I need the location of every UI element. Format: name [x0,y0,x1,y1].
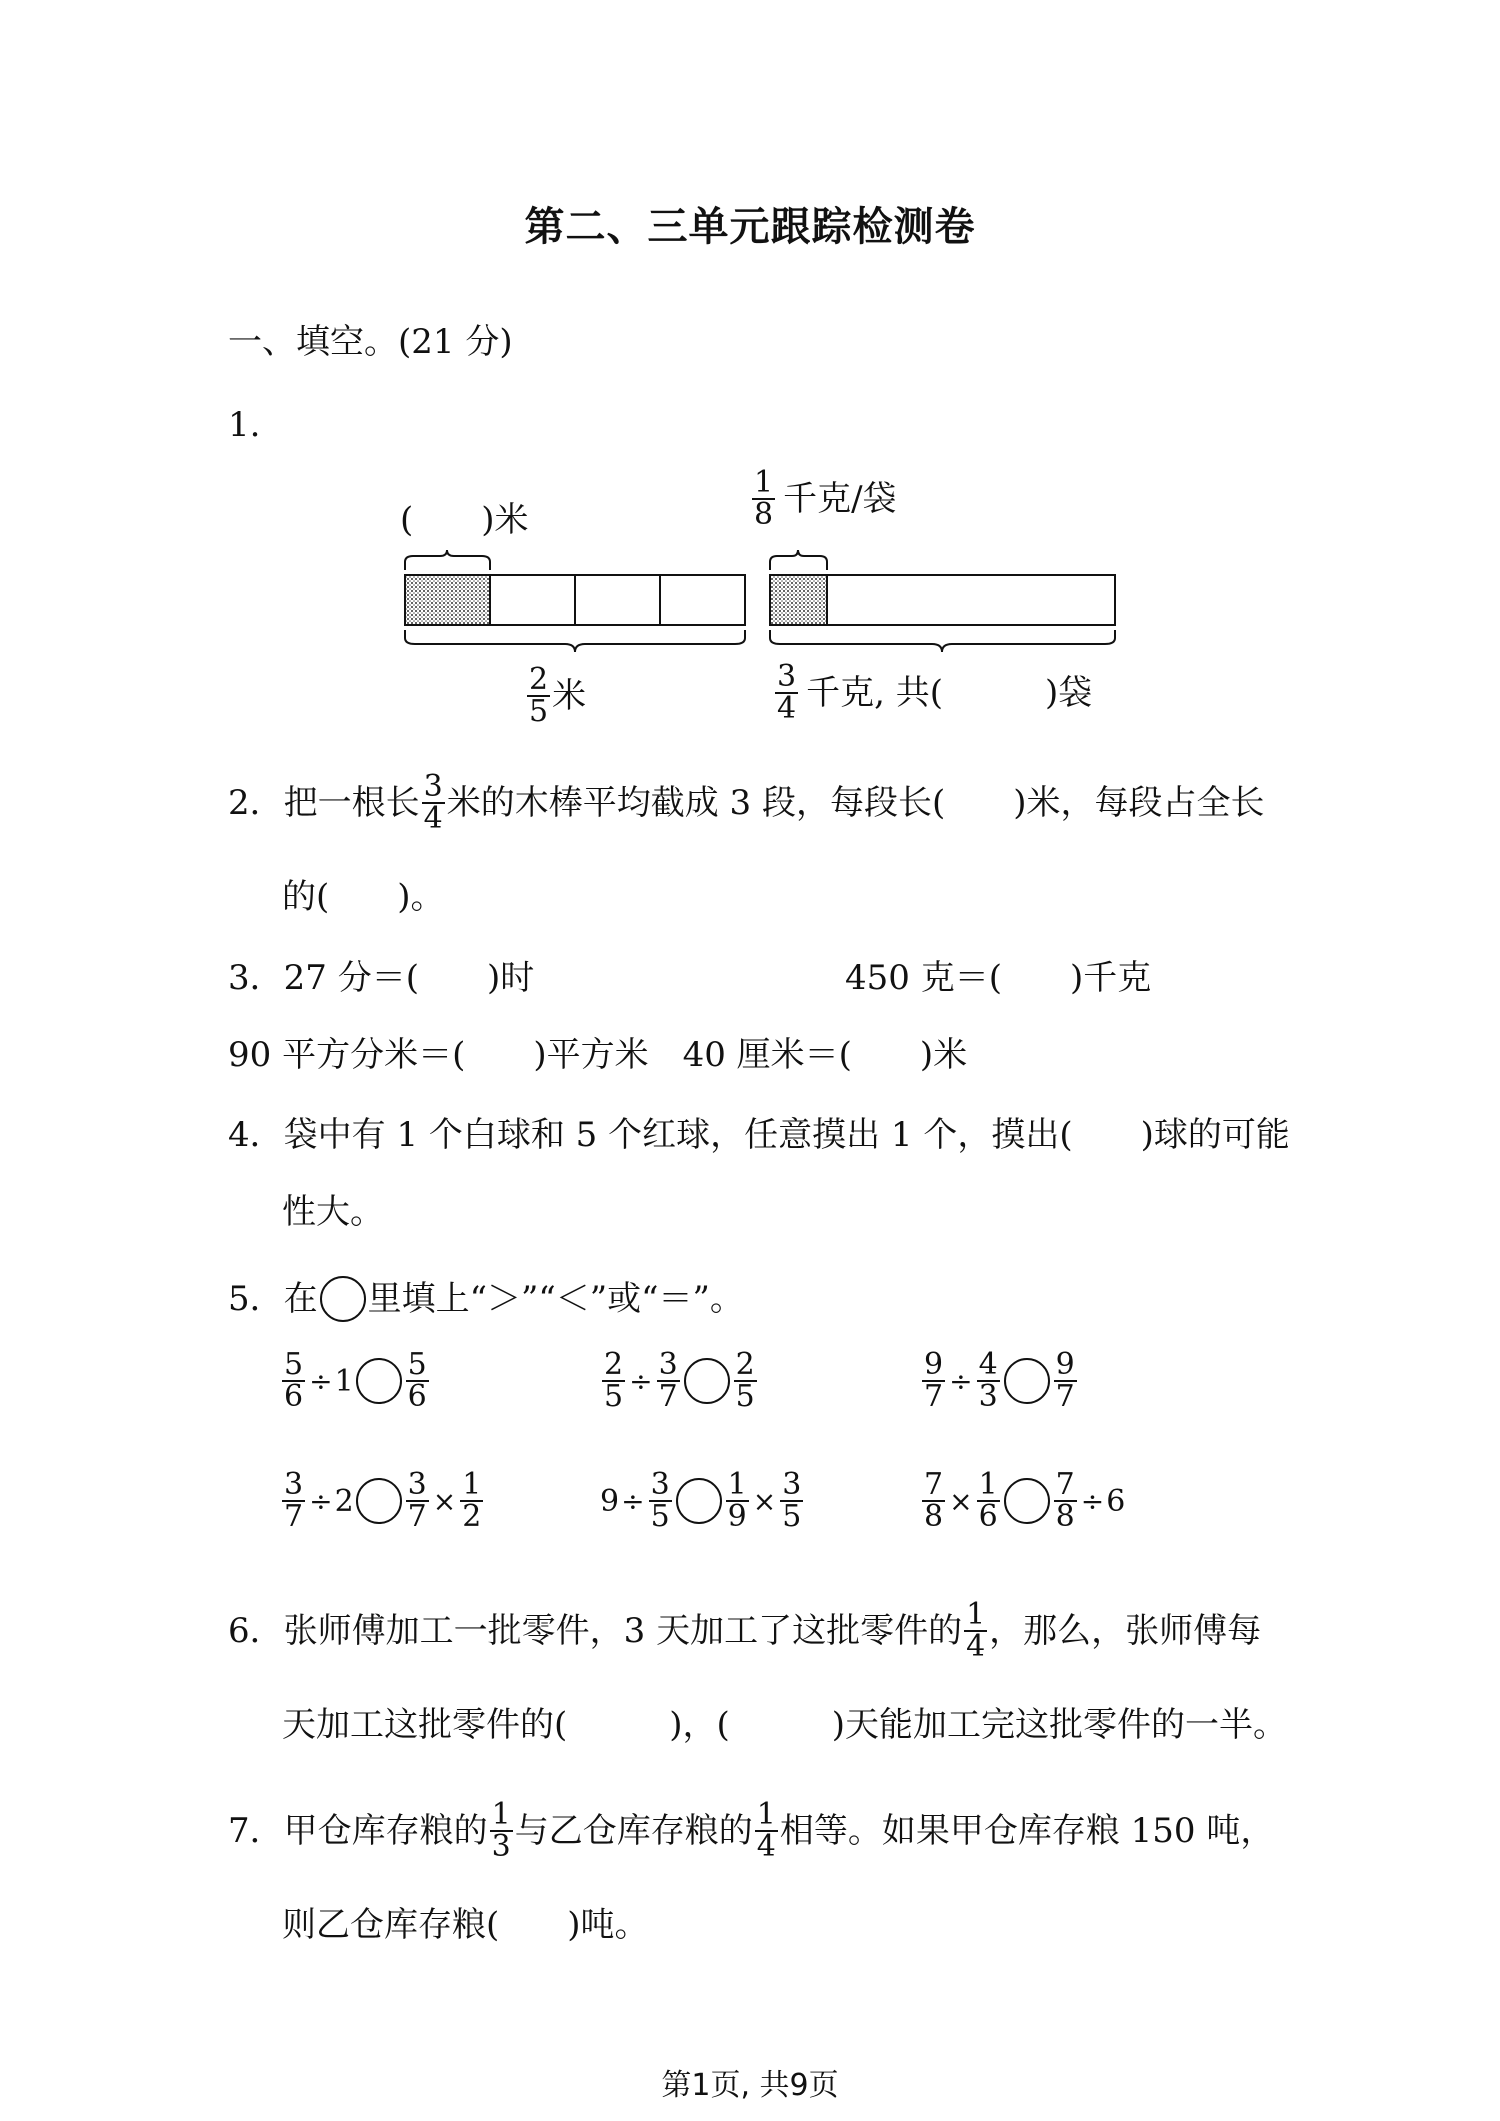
q5-expr-4: $\frac{3}{7}$ ÷ 2 $\frac{3}{7}$ × $\frac{1}{2}$ [284,1467,482,1534]
fraction: $\frac{5}{6}$ [407,1347,427,1414]
compare-circle[interactable] [356,1478,402,1524]
left-shaded-segment [405,575,490,625]
fraction: $\frac{3}{4}$ [777,659,797,726]
fraction: $\frac{1}{4}$ [756,1797,776,1864]
q5-expr-6: $\frac{7}{8}$ × $\frac{1}{6}$ $\frac{7}{8}$ ÷ 6 [924,1467,1126,1534]
q3-c: 90 平方分米＝( )平方米 40 厘米＝( )米 [228,1035,968,1075]
fraction: $\frac{3}{4}$ [423,769,443,836]
q2-line2: 的( )。 [282,877,445,917]
fraction: $\frac{9}{7}$ [924,1347,944,1414]
fraction: $\frac{2}{5}$ [529,662,549,729]
fraction: $\frac{2}{5}$ [735,1347,755,1414]
q6-line2: 天加工这批零件的( )，( )天能加工完这批零件的一半。 [282,1705,1288,1745]
compare-circle[interactable] [684,1358,730,1404]
fraction: $\frac{1}{9}$ [727,1467,747,1534]
page-footer: 第1页, 共9页 [661,2068,839,2103]
fraction: $\frac{7}{8}$ [1055,1467,1075,1534]
q5-expr-2: $\frac{2}{5}$ ÷ $\frac{3}{7}$ $\frac{2}{5}$ [604,1347,755,1414]
compare-circle[interactable] [356,1358,402,1404]
q1-number: 1. [228,405,261,445]
q1-left-top-label: ( )米 [400,500,529,540]
q1-right-bottom-label: $\frac{3}{4}$ 千克, 共( )袋 [777,659,1093,726]
fraction: $\frac{1}{3}$ [491,1797,511,1864]
fraction: $\frac{3}{7}$ [407,1467,427,1534]
fraction: $\frac{3}{7}$ [284,1467,304,1534]
fraction: $\frac{4}{3}$ [978,1347,998,1414]
fraction: $\frac{2}{5}$ [604,1347,624,1414]
left-bottom-brace [405,630,745,652]
fraction: $\frac{3}{5}$ [650,1467,670,1534]
fraction: $\frac{3}{7}$ [658,1347,678,1414]
q7-line2: 则乙仓库存粮( )吨。 [282,1905,649,1945]
page-title: 第二、三单元跟踪检测卷 [524,204,976,250]
fraction: $\frac{1}{8}$ [754,465,774,532]
q5-expr-3: $\frac{9}{7}$ ÷ $\frac{4}{3}$ $\frac{9}{7}$ [924,1347,1075,1414]
q3-a: 3．27 分＝( )时 [228,958,535,998]
compare-circle[interactable] [676,1478,722,1524]
right-bottom-brace [770,630,1115,652]
fraction: $\frac{9}{7}$ [1055,1347,1075,1414]
fraction: $\frac{7}{8}$ [924,1467,944,1534]
compare-circle[interactable] [1004,1358,1050,1404]
fraction: $\frac{1}{2}$ [462,1467,482,1534]
compare-circle[interactable] [1004,1478,1050,1524]
q4-line1: 4．袋中有 1 个白球和 5 个红球，任意摸出 1 个，摸出( )球的可能 [228,1115,1290,1155]
compare-circle[interactable] [320,1276,366,1322]
q5-expr-1: $\frac{5}{6}$ ÷ 1 $\frac{5}{6}$ [284,1347,427,1414]
q4-line2: 性大。 [282,1192,384,1232]
left-top-brace [405,550,490,570]
q3-b: 450 克＝( )千克 [845,958,1152,998]
right-shaded-segment [770,575,827,625]
q6: 6．张师傅加工一批零件，3 天加工了这批零件的 $\frac{1}{4}$ ，那么，张师傅每 [228,1597,1262,1664]
section-heading: 一、填空。(21 分) [228,322,513,362]
q1-left-bottom-label: $\frac{2}{5}$ 米 [529,662,587,729]
fraction: $\frac{5}{6}$ [284,1347,304,1414]
q2: 2．把一根长 $\frac{3}{4}$ 米的木棒平均截成 3 段，每段长( )米，每段占全长 [228,769,1265,836]
q5-instruction: 5．在 里填上“＞”“＜”或“＝”。 [228,1276,744,1322]
fraction: $\frac{1}{4}$ [966,1597,986,1664]
q1-right-top-label: $\frac{1}{8}$ 千克/袋 [754,465,897,532]
fraction: $\frac{1}{6}$ [978,1467,998,1534]
fraction: $\frac{3}{5}$ [782,1467,802,1534]
right-top-brace [770,550,827,570]
q7: 7．甲仓库存粮的 $\frac{1}{3}$ 与乙仓库存粮的 $\frac{1}{4}$ 相等。如果甲仓库存粮 150 吨， [228,1797,1275,1864]
q5-expr-5: 9 ÷ $\frac{3}{5}$ $\frac{1}{9}$ × $\frac{3}{5}$ [600,1467,802,1534]
